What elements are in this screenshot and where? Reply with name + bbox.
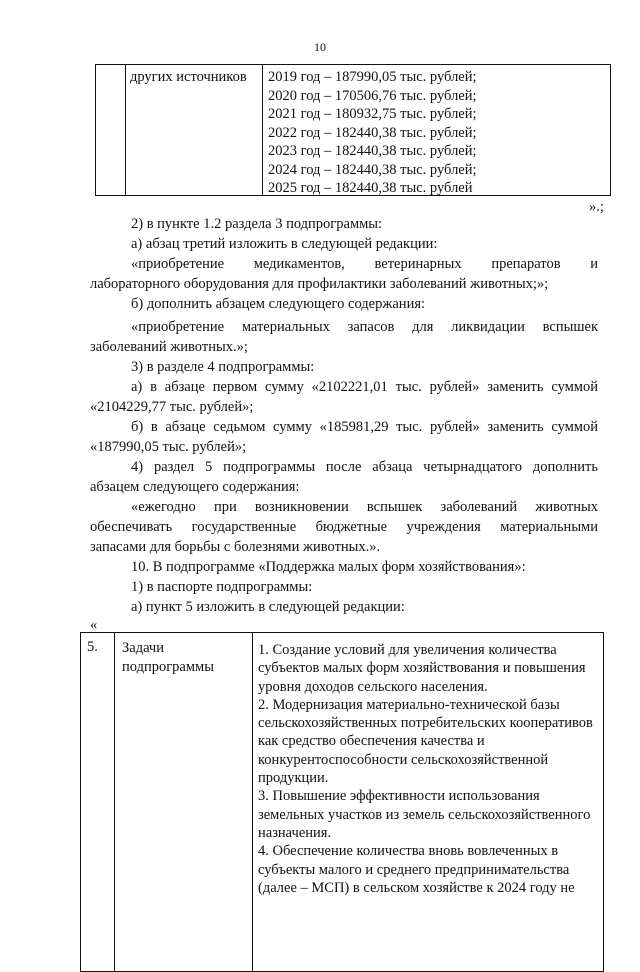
body-line: б) дополнить абзацем следующего содержания: — [131, 296, 426, 312]
task-item: 1. Создание условий для увеличения количества субъектов малых форм хозяйствования и повышения уровня доходов сельского населения. — [258, 642, 586, 695]
open-quote: « — [90, 617, 98, 633]
tasks-cell — [254, 633, 603, 971]
body-line: 1) в паспорте подпрограммы: — [131, 579, 313, 595]
table-cell-years — [264, 65, 610, 195]
body-line: а) пункт 5 изложить в следующей редакции: — [131, 599, 405, 615]
body-line: обеспечивать государственные бюджетные учреждения материальными — [90, 519, 598, 535]
year-line: 2021 год – 180932,75 тыс. рублей; — [268, 106, 477, 122]
body-line: абзацем следующего содержания: — [90, 479, 300, 495]
body-line: «2104229,77 тыс. рублей»; — [90, 399, 254, 415]
body-line: запасами для борьбы с болезнями животных.». — [90, 539, 381, 555]
body-line: «187990,05 тыс. рублей»; — [90, 439, 247, 455]
row-label: Задачи подпрограммы — [116, 633, 253, 971]
tasks-table — [80, 632, 604, 972]
task-item: 4. Обеспечение количества вновь вовлеченных в субъекты малого и среднего предпринимательства (далее – МСП) в сельском хозяйстве к 2024 году не — [258, 843, 575, 896]
body-line: б) в абзаце седьмом сумму «185981,29 тыс. рублей» заменить суммой — [131, 419, 598, 435]
body-line: 2) в пункте 1.2 раздела 3 подпрограммы: — [131, 216, 383, 232]
funding-table — [95, 64, 611, 196]
task-item: 3. Повышение эффективности использования земельных участков из земель сельскохозяйственного назначения. — [258, 788, 591, 841]
row-number: 5. — [81, 633, 115, 971]
body-line: «приобретение материальных запасов для ликвидации вспышек — [131, 319, 598, 335]
task-item: 2. Модернизация материально-технической базы сельскохозяйственных потребительских кооперативов как средство обеспечения качества и конкурентоспособности сельскохозяйственной продукции. — [258, 696, 593, 787]
body-line: 10. В подпрограмме «Поддержка малых форм хозяйствования»: — [131, 559, 526, 575]
table-cell-empty — [96, 65, 126, 195]
body-line: «приобретение медикаментов, ветеринарных препаратов и — [131, 256, 598, 272]
body-line: 4) раздел 5 подпрограммы после абзаца четырнадцатого дополнить — [131, 459, 598, 475]
body-line: а) в абзаце первом сумму «2102221,01 тыс. рублей» заменить суммой — [131, 379, 598, 395]
body-line: заболеваний животных.»; — [90, 339, 248, 355]
year-line: 2022 год – 182440,38 тыс. рублей; — [268, 124, 477, 141]
year-line: 2020 год – 170506,76 тыс. рублей; — [268, 87, 477, 104]
year-line: 2023 год – 182440,38 тыс. рублей; — [268, 143, 477, 159]
body-line: лабораторного оборудования для профилактики заболеваний животных;»; — [90, 276, 549, 292]
page-number: 10 — [314, 40, 326, 54]
body-line: а) абзац третий изложить в следующей редакции: — [131, 236, 438, 252]
year-line: 2025 год – 182440,38 тыс. рублей — [268, 180, 473, 196]
year-line: 2024 год – 182440,38 тыс. рублей; — [268, 161, 477, 178]
table-cell-source-label: других источников — [126, 65, 263, 195]
year-line: 2019 год – 187990,05 тыс. рублей; — [268, 69, 477, 85]
body-line: 3) в разделе 4 подпрограммы: — [131, 359, 315, 375]
body-line: «ежегодно при возникновении вспышек заболеваний животных — [131, 499, 598, 515]
closing-mark: ».; — [589, 199, 604, 215]
